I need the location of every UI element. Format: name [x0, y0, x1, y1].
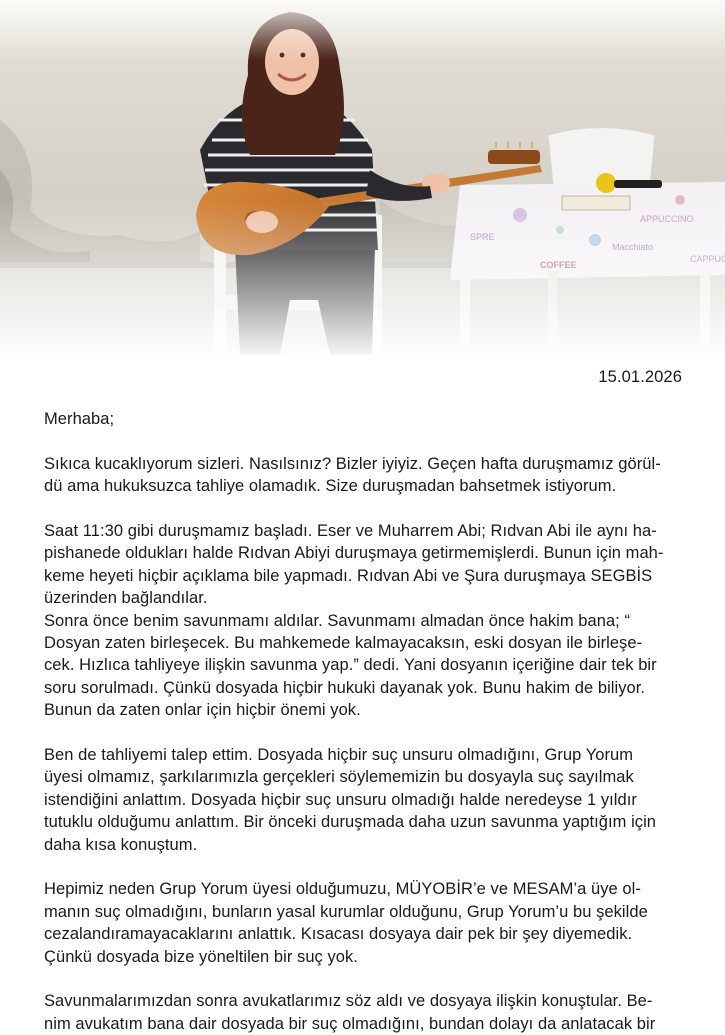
text-line: nim avukatım bana dair dosyada bir suç olmadığını, bundan dolayı da anlatacak bir — [44, 1014, 656, 1033]
letter-date: 15.01.2026 — [598, 368, 682, 386]
letter-body — [44, 408, 684, 1035]
text-line: Dosyan zaten birleşecek. Bu mahkemede kalmayacaksın, eski dosyan ile birleşe- — [44, 634, 643, 653]
greeting: Merhaba; — [44, 410, 115, 428]
text-line: Ben de tahliyemi talep ettim. Dosyada hiçbir suç unsuru olmadığını, Grup Yorum — [44, 746, 634, 765]
text-line: Bunun da zaten onlar için hiçbir önemi yok. — [44, 701, 361, 720]
text-line: Saat 11:30 gibi duruşmamız başladı. Eser ve Muharrem Abi; Rıdvan Abi ile aynı ha- — [44, 522, 657, 540]
paragraph — [44, 878, 684, 968]
header-photo — [0, 0, 725, 362]
text-line: üyesi olmamız, şarkılarımızla gerçekleri söylememizin bu dosyayla suç sayılmak — [44, 768, 634, 787]
text-line: soru sorulmadı. Çünkü dosyada hiçbir hukuki dayanak yok. Bunu hakim de biliyor. — [44, 678, 646, 697]
text-line: Savunmalarımızdan sonra avukatlarımız söz aldı ve dosyaya ilişkin konuştular. Be- — [44, 992, 653, 1011]
text-line: Hepimiz neden Grup Yorum üyesi olduğumuzu, MÜYOBİR’e ve MESAM’a üye ol- — [44, 880, 641, 899]
text-line: Sıkıca kucaklıyorum sizleri. Nasılsınız? Bizler iyiyiz. Geçen hafta duruşmamız görül- — [44, 454, 661, 473]
paragraph — [44, 744, 684, 856]
text-line: daha kısa konuştum. — [44, 835, 198, 854]
text-line: istendiğini anlattım. Dosyada hiçbir suç unsuru olmadığı halde neredeyse 1 yıldır — [44, 790, 637, 809]
text-line: tutuklu olduğumu anlattım. Bir önceki duruşmada daha uzun savunma yaptığım için — [44, 813, 657, 832]
text-line: üzerinden bağlandılar. — [44, 589, 208, 608]
text-line: dü ama hukuksuzca tahliye olamadık. Size duruşmadan bahsetmek istiyorum. — [44, 477, 617, 496]
paragraph — [44, 453, 684, 498]
paragraph — [44, 990, 684, 1035]
text-line: cezalandıramayacaklarını anlattık. Kısacası dosyaya dair pek bir şey diyemedik. — [44, 925, 633, 944]
text-line: pishanede oldukları halde Rıdvan Abiyi duruşmaya getirmemişlerdi. Bunun için mah- — [44, 544, 664, 563]
text-line: keme heyeti hiçbir açıklama bile yapmadı. Rıdvan Abi ve Şura duruşmaya SEGBİS — [44, 566, 653, 585]
paragraph — [44, 520, 684, 722]
text-line: manın suç olmadığını, bunların yasal kurumlar olduğunu, Grup Yorum’u bu şekilde — [44, 902, 648, 921]
text-line: Çünkü dosyada bize yöneltilen bir suç yok. — [44, 947, 358, 966]
text-line: cek. Hızlıca tahliyeye ilişkin savunma yap.” dedi. Yani dosyanın içeriğine dair tek bir — [44, 656, 657, 675]
text-line: Sonra önce benim savunmamı aldılar. Savunmamı almadan önce hakim bana; “ — [44, 611, 630, 630]
